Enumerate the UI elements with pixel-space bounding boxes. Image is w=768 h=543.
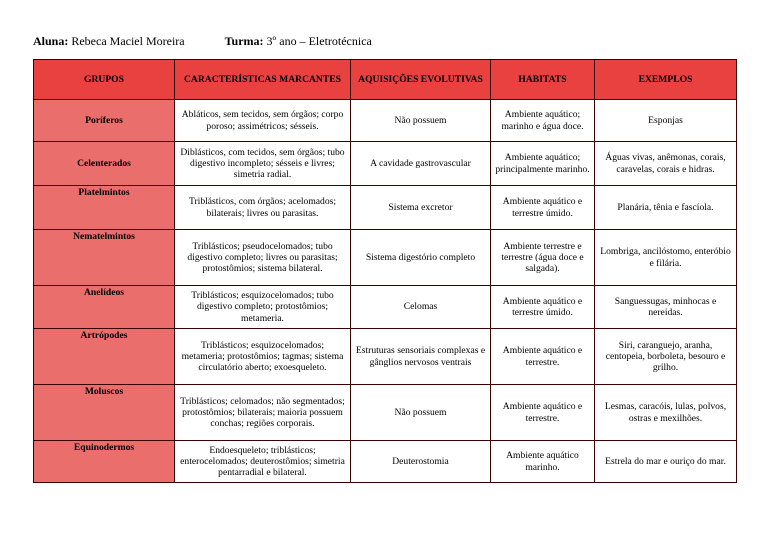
acquisitions-cell: Sistema digestório completo (351, 230, 491, 286)
student-label: Aluna: (33, 34, 69, 48)
table-row (34, 441, 737, 483)
group-cell: Celenterados (34, 142, 175, 186)
column-header-habitats: HABITATS (491, 60, 595, 100)
traits-cell: Abláticos, sem tecidos, sem órgãos; corpo poroso; assimétricos; sésseis. (175, 100, 351, 142)
column-header-acquisitions: AQUISIÇÕES EVOLUTIVAS (351, 60, 491, 100)
table-row (34, 385, 737, 441)
column-header-groups: GRUPOS (34, 60, 175, 100)
examples-cell: Siri, caranguejo, aranha, centopeia, borboleta, besouro e grilho. (595, 329, 737, 385)
traits-cell: Triblásticos; pseudocelomados; tubo digestivo completo; livres ou parasitas; protostômios; sistema bilateral. (175, 230, 351, 286)
habitat-cell: Ambiente aquático e terrestre. (491, 385, 595, 441)
table-row (34, 329, 737, 385)
traits-cell: Triblásticos; celomados; não segmentados; protostômios; bilaterais; maioria possuem conchas; regiões corporais. (175, 385, 351, 441)
traits-cell: Triblásticos, com órgãos; acelomados; bilaterais; livres ou parasitas. (175, 186, 351, 230)
zoology-table (33, 59, 737, 483)
traits-cell: Diblásticos, com tecidos, sem órgãos; tubo digestivo incompleto; sésseis e livres; simetria radial. (175, 142, 351, 186)
class-label: Turma: (224, 34, 264, 48)
examples-cell: Águas vivas, anêmonas, corais, caravelas, corais e hidras. (595, 142, 737, 186)
table-header-row (34, 60, 737, 100)
habitat-cell: Ambiente aquático e terrestre úmido. (491, 286, 595, 329)
traits-cell: Endoesqueleto; triblásticos; enterocelomados; deuterostômios; simetria pentarradial e bilateral. (175, 441, 351, 483)
habitat-cell: Ambiente aquático e terrestre úmido. (491, 186, 595, 230)
table-row (34, 142, 737, 186)
group-cell: Platelmintos (34, 186, 175, 230)
column-header-examples: EXEMPLOS (595, 60, 737, 100)
examples-cell: Lesmas, caracóis, lulas, polvos, ostras e mexilhões. (595, 385, 737, 441)
table-row (34, 230, 737, 286)
acquisitions-cell: Deuterostomia (351, 441, 491, 483)
table-row (34, 100, 737, 142)
group-cell: Equinodermos (34, 441, 175, 483)
group-cell: Poríferos (34, 100, 175, 142)
student-name: Rebeca Maciel Moreira (71, 34, 185, 48)
traits-cell: Triblásticos; esquizocelomados; tubo digestivo completo; protostômios; metameria. (175, 286, 351, 329)
acquisitions-cell: A cavidade gastrovascular (351, 142, 491, 186)
habitat-cell: Ambiente aquático; marinho e água doce. (491, 100, 595, 142)
group-cell: Nematelmintos (34, 230, 175, 286)
acquisitions-cell: Não possuem (351, 100, 491, 142)
table-row (34, 186, 737, 230)
habitat-cell: Ambiente aquático e terrestre. (491, 329, 595, 385)
examples-cell: Planária, tênia e fascíola. (595, 186, 737, 230)
class-value: 3º ano – Eletrotécnica (266, 34, 372, 48)
acquisitions-cell: Sistema excretor (351, 186, 491, 230)
acquisitions-cell: Estruturas sensoriais complexas e gânglios nervosos ventrais (351, 329, 491, 385)
examples-cell: Estrela do mar e ouriço do mar. (595, 441, 737, 483)
acquisitions-cell: Celomas (351, 286, 491, 329)
group-cell: Moluscos (34, 385, 175, 441)
examples-cell: Esponjas (595, 100, 737, 142)
group-cell: Artrópodes (34, 329, 175, 385)
habitat-cell: Ambiente aquático marinho. (491, 441, 595, 483)
examples-cell: Sanguessugas, minhocas e nereidas. (595, 286, 737, 329)
group-cell: Anelídeos (34, 286, 175, 329)
acquisitions-cell: Não possuem (351, 385, 491, 441)
habitat-cell: Ambiente terrestre e terrestre (água doce e salgada). (491, 230, 595, 286)
document-header (33, 34, 372, 49)
habitat-cell: Ambiente aquático; principalmente marinho. (491, 142, 595, 186)
examples-cell: Lombriga, ancilóstomo, enteróbio e filária. (595, 230, 737, 286)
traits-cell: Triblásticos; esquizocelomados; metameria; protostômios; tagmas; sistema circulatório aberto; exoesqueleto. (175, 329, 351, 385)
table-row (34, 286, 737, 329)
column-header-traits: CARACTERÍSTICAS MARCANTES (175, 60, 351, 100)
